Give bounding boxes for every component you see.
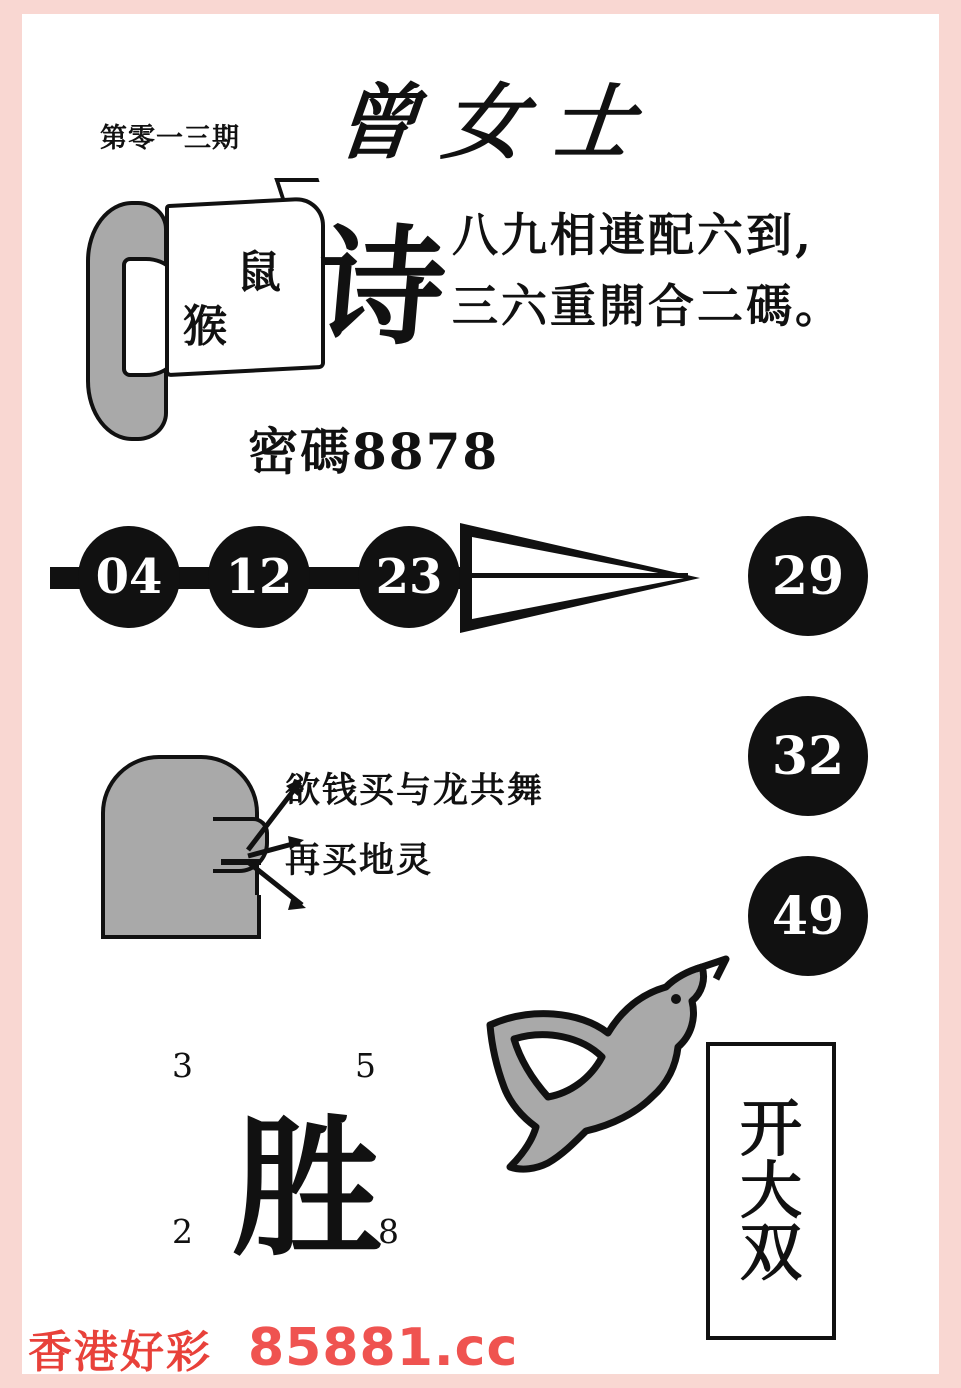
sign-char-1: 开 bbox=[739, 1092, 802, 1165]
corner-digit-bottom-right: 8 bbox=[378, 1212, 399, 1251]
zodiac-banner bbox=[165, 178, 330, 378]
page-margin-left bbox=[0, 0, 22, 1388]
site-url[interactable]: 85881.cc bbox=[248, 1318, 519, 1378]
lucky-character: 胜 bbox=[232, 1101, 383, 1277]
issue-number: 第零一三期 bbox=[100, 123, 240, 154]
zodiac-top-label: 鼠 bbox=[237, 247, 281, 298]
vertical-sign bbox=[706, 1042, 836, 1340]
sign-char-2: 大 bbox=[739, 1154, 802, 1227]
footer bbox=[28, 1318, 928, 1378]
page-margin-top bbox=[0, 0, 961, 14]
number-ball: 04 bbox=[78, 526, 180, 628]
arrow-center-line bbox=[472, 573, 688, 578]
site-name: 香港好彩 bbox=[28, 1327, 212, 1378]
corner-digit-bottom-left: 2 bbox=[172, 1212, 193, 1251]
speech-line-2: 再买地灵 bbox=[285, 840, 434, 881]
poem-title: 诗 bbox=[310, 213, 452, 363]
speech-line-1: 欲钱买与龙共舞 bbox=[285, 770, 545, 811]
number-ball: 23 bbox=[358, 526, 460, 628]
poem-line-2: 三六重開合二碼。 bbox=[452, 279, 844, 334]
head-neck bbox=[101, 895, 261, 939]
number-ball: 12 bbox=[208, 526, 310, 628]
brand-title: 曾女士 bbox=[330, 75, 665, 171]
number-ball: 29 bbox=[748, 516, 868, 636]
page-margin-right bbox=[939, 0, 961, 1388]
poem-line-1: 八九相連配六到, bbox=[452, 208, 815, 262]
number-ball: 32 bbox=[748, 696, 868, 816]
poem-text bbox=[452, 200, 922, 343]
sign-char-3: 双 bbox=[739, 1216, 802, 1289]
number-ball: 49 bbox=[748, 856, 868, 976]
corner-digit-top-right: 5 bbox=[355, 1046, 376, 1085]
password-label: 密碼8878 bbox=[248, 422, 500, 481]
arrow-head-inner bbox=[472, 537, 684, 619]
zodiac-bottom-label: 猴 bbox=[183, 301, 227, 352]
dove-icon bbox=[470, 955, 740, 1205]
corner-digit-top-left: 3 bbox=[172, 1046, 193, 1085]
